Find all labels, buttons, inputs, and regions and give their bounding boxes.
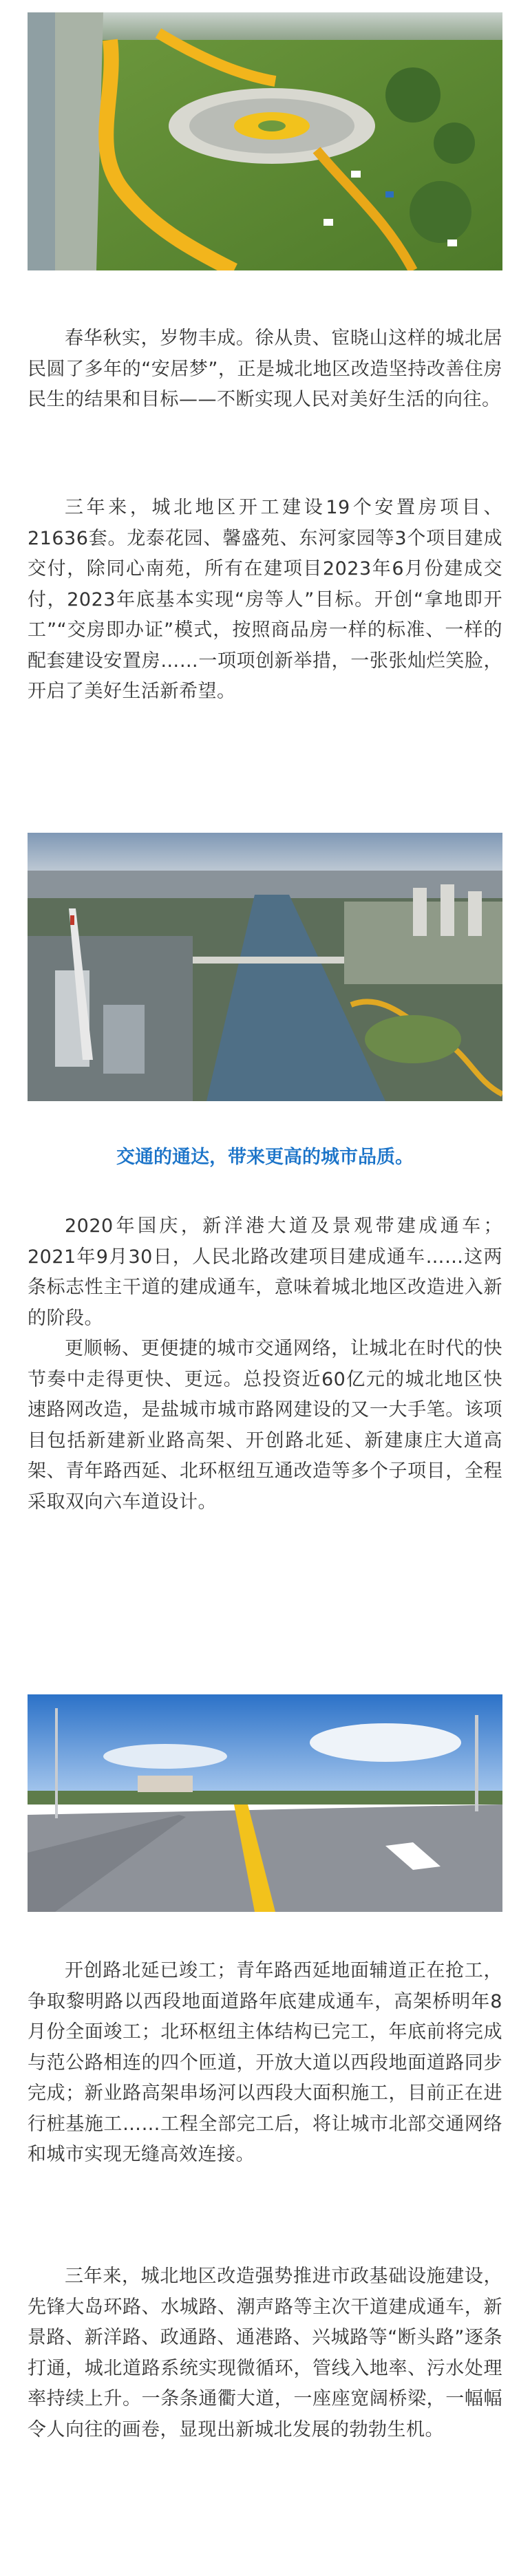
road-photo <box>28 1694 502 1912</box>
paragraph-4: 更顺畅、更便捷的城市交通网络，让城北在时代的快节奏中走得更快、更远。总投资近60亿元的城北地区快速路网改造，是盐城市城市路网建设的又一大手笔。该项目包括新建新业路高架、开创路北延、新建康庄大道高架、青年路西延、北环枢纽互通改造等多个子项目，全程采取双向六车道设计。 <box>28 1338 502 1513</box>
section-heading: 交通的通达，带来更高的城市品质。 <box>116 1147 414 1168</box>
paragraph-5: 开创路北延已竣工；青年路西延地面辅道正在抢工，争取黎明路以西段地面道路年底建成通车，高架桥明年8月份全面竣工；北环枢纽主体结构已完工，年底前将完成与范公路相连的四个匝道，开放大道以西段地面道路同步完成；新业路高架串场河以西段大面积施工，目前正在进行桩基施工……工程全部完工后，将让城市北部交通网络和城市实现无缝高效连接。 <box>28 1960 502 2165</box>
paragraph-6: 三年来，城北地区改造强势推进市政基础设施建设，先锋大岛环路、水城路、潮声路等主次干道建成通车，新景路、新洋路、政通路、通港路、兴城路等“断头路”逐条打通，城北道路系统实现微循环，管线入地率、污水处理率持续上升。一条条通衢大道，一座座宽阔桥梁，一幅幅令人向往的画卷，显现出新城北发展的勃勃生机。 <box>28 2266 502 2440</box>
paragraph-1: 春华秋实，岁物丰成。徐从贵、宦晓山这样的城北居民圆了多年的“安居梦”，正是城北地区改造坚持改善住房民生的结果和目标——不断实现人民对美好生活的向往。 <box>28 328 502 410</box>
paragraph-3: 2020年国庆，新洋港大道及景观带建成通车；2021年9月30日，人民北路改建项目建成通车……这两条标志性主干道的建成通车，意味着城北地区改造进入新的阶段。 <box>28 1215 502 1329</box>
park-aerial-photo <box>28 12 502 270</box>
river-city-aerial-photo <box>28 833 502 1101</box>
paragraph-2: 三年来，城北地区开工建设19个安置房项目、21636套。龙泰花园、馨盛苑、东河家园等3个项目建成交付，除同心南苑，所有在建项目2023年6月份建成交付，2023年底基本实现“房等人”目标。开创“拿地即开工”“交房即办证”模式，按照商品房一样的标准、一样的配套建设安置房……一项项创新举措，一张张灿烂笑脸，开启了美好生活新希望。 <box>28 497 502 702</box>
